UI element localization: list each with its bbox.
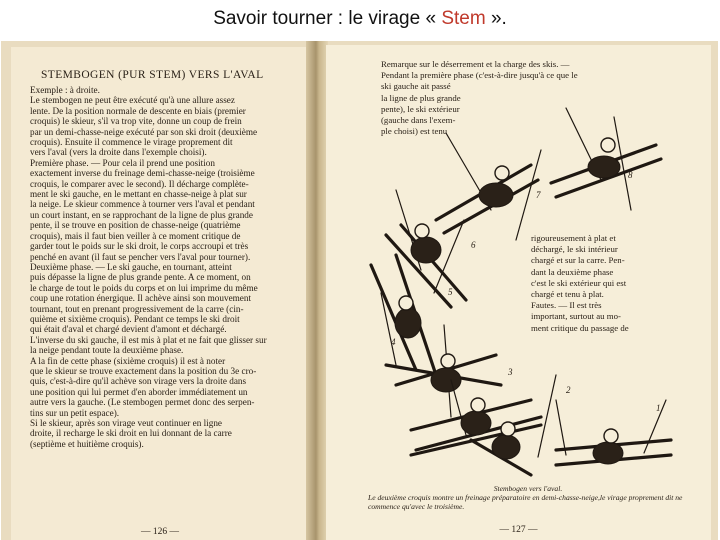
left-page-line: un court instant, en se rapprochant de la ligne de plus grande (30, 209, 253, 220)
figure-number-7: 7 (536, 190, 541, 200)
right-side-line: chargé et tenu à plat. (531, 289, 604, 300)
right-intro-line: Pendant la première phase (c'est-à-dire jusqu'à ce que le (381, 70, 578, 81)
left-page-line: vers l'aval (vers la droite dans l'exemple choisi). (30, 147, 207, 158)
caption-title: Stembogen vers l'aval. (493, 484, 563, 493)
right-side-line: rigoureusement à plat et (531, 233, 616, 243)
right-side-line: Fautes. — Il est très (531, 300, 602, 311)
right-intro-line: pente), le ski extérieur (381, 103, 460, 114)
title-prefix: Savoir tourner : le virage « (213, 8, 442, 29)
ski-illustration (326, 45, 711, 540)
left-page-line: garder tout le poids sur le ski droit, le corps accroupi et très (30, 241, 249, 252)
left-page-line: Exemple : à droite. (30, 85, 100, 95)
left-page-line: Première phase. — Pour cela il prend une position (30, 157, 215, 168)
right-side-line: ment critique du passage de (531, 322, 629, 333)
right-intro-line: ski gauche ait passé (381, 81, 451, 92)
left-page-line: la neige. Le skieur commence à tourner vers l'aval et pendant (30, 199, 255, 210)
left-page-line: A la fin de cette phase (sixième croquis) il est à noter (30, 355, 226, 366)
left-page-line: coup une rotation énergique. Il achève ainsi son mouvement (30, 293, 252, 304)
left-page-line: croquis), mais il faut bien veiller à ce moment critique de (30, 230, 241, 241)
left-page-line: droite, il recharge le ski droit en lui donnant de la carre (30, 428, 232, 439)
left-page-line: tournant, tout en prenant progressivement de la carre (cin- (30, 303, 244, 314)
right-page-number: — 127 — (499, 525, 538, 535)
left-page-line: quis, c'est-à-dire qu'il achève son virage vers la droite dans (30, 376, 247, 387)
left-page-line: (septième et huitième croquis). (30, 438, 144, 449)
right-side-line: chargé et sur la carre. Pen- (531, 255, 625, 266)
figure-number-6: 6 (471, 240, 476, 250)
left-page-line: que le skieur se trouve exactement dans la position du 3e cro- (30, 365, 257, 376)
left-page-number: — 126 — (141, 527, 179, 537)
left-page-heading: STEMBOGEN (PUR STEM) VERS L'AVAL (41, 69, 264, 81)
left-page-line: Le stembogen ne peut être exécuté qu'à une allure assez (30, 95, 235, 106)
left-page-line: Deuxième phase. — Le ski gauche, en tournant, atteint (30, 261, 232, 272)
caption-line: le virage proprement dit ne commence qu'avec le troisième. (368, 493, 683, 511)
figure-caption (368, 484, 688, 511)
left-page-line: tins sur un petit espace). (30, 407, 120, 418)
left-page-line: autre vers la gauche. (Le stembogen permet donc des serpen- (30, 397, 255, 408)
left-page-line: Si le skieur, après son virage veut continuer en ligne (30, 418, 223, 428)
left-page (11, 47, 309, 540)
right-intro-line: la ligne de plus grande (381, 92, 461, 103)
figure-number-1: 1 (656, 403, 661, 413)
right-intro-line: (gauche dans l'exem- (381, 115, 456, 126)
left-page-line: pente, il se trouve en position de chasse-neige (quatrième (30, 220, 241, 231)
right-page (326, 45, 711, 540)
figure-number-3: 3 (508, 367, 513, 377)
left-page-line: le charge de tout le poids du corps et on lui imprime du même (30, 282, 258, 293)
left-page-line: croquis) le skieur, s'il va trop vite, donne un coup de frein (30, 116, 242, 127)
left-page-line: penché en avant (il faut se pencher vers l'aval pour tourner). (30, 251, 251, 262)
caption-line: Le deuxième croquis montre un freinage préparatoire en demi-chasse-neige, (368, 493, 600, 502)
figure-number-8: 8 (628, 170, 633, 180)
left-page-line: croquis). Ensuite il commence le virage proprement dit (30, 137, 233, 148)
left-page-line: la neige pendant toute la deuxième phase. (30, 345, 184, 356)
right-side-line: important, surtout au mo- (531, 311, 621, 322)
title-accent: Stem (441, 8, 486, 29)
left-page-line: exactement inverse du freinage demi-chasse-neige (troisième (30, 168, 255, 179)
left-page-line: par un demi-chasse-neige exécuté par son ski droit (deuxième (30, 126, 258, 137)
book-scan (1, 41, 718, 540)
left-page-line: puis dépasse la ligne de plus grande pente. A ce moment, on (30, 272, 251, 283)
figure-number-4: 4 (391, 337, 396, 347)
left-page-line: L'inverse du ski gauche, il est mis à plat et ne fait que glisser sur (30, 334, 267, 345)
left-page-line: une position qui lui permet d'en aborder immédiatement un (30, 386, 248, 397)
left-page-line: croquis, le comparer avec le second). Il décharge complète- (30, 178, 249, 189)
left-page-line: ment le ski gauche, en le mettant en chasse-neige à plat sur (30, 189, 247, 200)
caption-body (368, 493, 688, 511)
left-page-text (30, 85, 304, 449)
title-suffix: ». (485, 8, 507, 29)
figure-number-2: 2 (566, 385, 571, 395)
right-side-line: dant la deuxième phase (531, 266, 614, 277)
figure-number-5: 5 (448, 287, 453, 297)
right-side-line: c'est le ski extérieur qui est (531, 277, 627, 288)
left-page-line: lente. De la position normale de descente en biais (premier (30, 105, 246, 116)
left-page-line: qui était d'aval et chargé devient d'amont et déchargé. (30, 324, 227, 335)
right-side-line: déchargé, le ski intérieur (531, 244, 618, 255)
right-intro-line: ple choisi) est tenu (381, 126, 448, 137)
left-page-line: quième et sixième croquis). Pendant ce temps le ski droit (30, 313, 240, 324)
slide-title (0, 8, 720, 30)
right-intro-line: Remarque sur le déserrement et la charge des skis. — (381, 59, 570, 69)
book-gutter (306, 41, 328, 540)
